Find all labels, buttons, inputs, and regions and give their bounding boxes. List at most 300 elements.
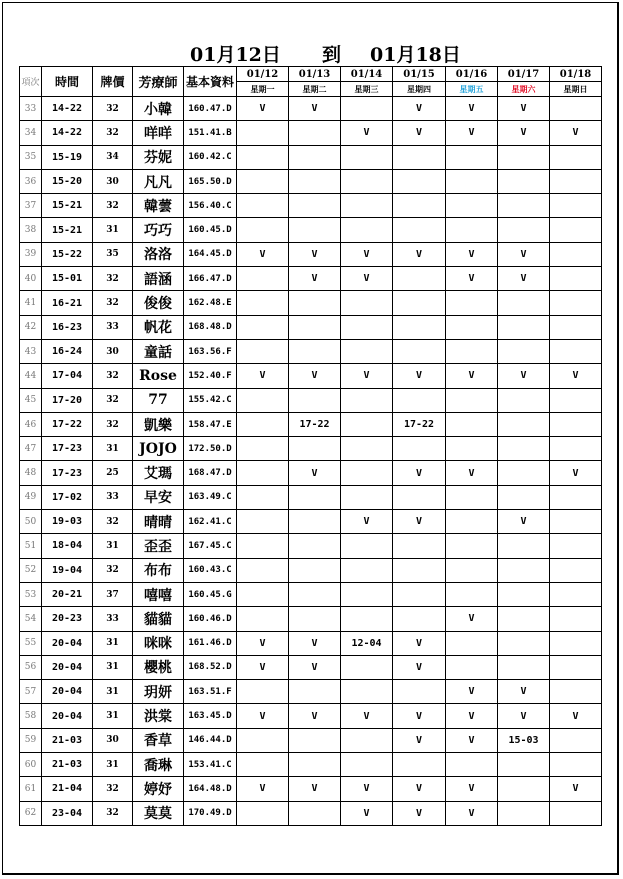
- row-therapist-name: 婷妤: [133, 777, 184, 801]
- row-time: 20-04: [42, 655, 93, 679]
- row-index: 40: [20, 267, 42, 291]
- row-basic-info: 163.51.F: [184, 680, 237, 704]
- row-rank: 32: [93, 510, 133, 534]
- day-cell: V: [289, 242, 341, 266]
- title-to: 到: [322, 44, 342, 66]
- table-row: [20, 315, 602, 339]
- row-basic-info: 164.45.D: [184, 242, 237, 266]
- table-row: [20, 631, 602, 655]
- day-cell: V: [393, 510, 446, 534]
- row-rank: 31: [93, 753, 133, 777]
- day-cell: [550, 412, 602, 436]
- row-basic-info: 146.44.D: [184, 728, 237, 752]
- day-cell: [550, 680, 602, 704]
- day-cell: 17-22: [289, 412, 341, 436]
- header-weekday: 星期四: [393, 82, 446, 97]
- day-cell: [550, 242, 602, 266]
- row-time: 16-23: [42, 315, 93, 339]
- day-cell: [550, 97, 602, 121]
- row-rank: 31: [93, 680, 133, 704]
- day-cell: V: [498, 680, 550, 704]
- row-index: 55: [20, 631, 42, 655]
- row-therapist-name: 凡凡: [133, 169, 184, 193]
- day-cell: [550, 291, 602, 315]
- row-time: 17-04: [42, 364, 93, 388]
- day-cell: V: [289, 97, 341, 121]
- row-index: 52: [20, 558, 42, 582]
- row-therapist-name: 香草: [133, 728, 184, 752]
- row-therapist-name: 77: [133, 388, 184, 412]
- day-cell: V: [289, 631, 341, 655]
- day-cell: [446, 631, 498, 655]
- header-weekday: 星期二: [289, 82, 341, 97]
- day-cell: [289, 145, 341, 169]
- row-index: 48: [20, 461, 42, 485]
- row-index: 42: [20, 315, 42, 339]
- row-index: 50: [20, 510, 42, 534]
- day-cell: V: [446, 364, 498, 388]
- table-row: [20, 437, 602, 461]
- header-therapist: 芳療師: [133, 67, 184, 97]
- day-cell: [289, 291, 341, 315]
- schedule-table: [19, 66, 602, 826]
- row-therapist-name: 喬琳: [133, 753, 184, 777]
- row-therapist-name: 莫莫: [133, 801, 184, 825]
- table-row: [20, 194, 602, 218]
- row-time: 20-04: [42, 704, 93, 728]
- day-cell: [341, 728, 393, 752]
- day-cell: V: [446, 607, 498, 631]
- row-therapist-name: 布布: [133, 558, 184, 582]
- day-cell: [393, 339, 446, 363]
- day-cell: [446, 218, 498, 242]
- row-basic-info: 160.45.D: [184, 218, 237, 242]
- day-cell: V: [341, 510, 393, 534]
- row-rank: 31: [93, 218, 133, 242]
- day-cell: [393, 291, 446, 315]
- row-therapist-name: 韓蕓: [133, 194, 184, 218]
- day-cell: [289, 510, 341, 534]
- table-row: [20, 169, 602, 193]
- day-cell: V: [289, 655, 341, 679]
- row-time: 19-04: [42, 558, 93, 582]
- row-basic-info: 162.41.C: [184, 510, 237, 534]
- table-row: [20, 777, 602, 801]
- row-basic-info: 164.48.D: [184, 777, 237, 801]
- row-time: 20-21: [42, 582, 93, 606]
- header-date: 01/13: [289, 67, 341, 82]
- schedule-title: [0, 40, 623, 66]
- day-cell: [289, 169, 341, 193]
- row-index: 37: [20, 194, 42, 218]
- day-cell: [446, 558, 498, 582]
- row-time: 19-03: [42, 510, 93, 534]
- header-weekday: 星期三: [341, 82, 393, 97]
- row-rank: 32: [93, 364, 133, 388]
- day-cell: [289, 728, 341, 752]
- row-therapist-name: 俊俊: [133, 291, 184, 315]
- day-cell: [498, 461, 550, 485]
- day-cell: 17-22: [393, 412, 446, 436]
- day-cell: [341, 534, 393, 558]
- day-cell: [289, 801, 341, 825]
- day-cell: [237, 121, 289, 145]
- header-rank: 牌價: [93, 67, 133, 97]
- day-cell: [341, 218, 393, 242]
- day-cell: [237, 582, 289, 606]
- row-basic-info: 163.45.D: [184, 704, 237, 728]
- day-cell: [393, 753, 446, 777]
- day-cell: [550, 315, 602, 339]
- row-index: 45: [20, 388, 42, 412]
- header-index: 項次: [20, 67, 42, 97]
- table-row: [20, 412, 602, 436]
- day-cell: [550, 510, 602, 534]
- header-weekday: 星期六: [498, 82, 550, 97]
- day-cell: V: [393, 801, 446, 825]
- day-cell: [289, 485, 341, 509]
- day-cell: [237, 801, 289, 825]
- row-index: 54: [20, 607, 42, 631]
- row-basic-info: 170.49.D: [184, 801, 237, 825]
- day-cell: [237, 485, 289, 509]
- day-cell: [237, 291, 289, 315]
- header-date: 01/16: [446, 67, 498, 82]
- title-start-date: 01月12日: [190, 44, 281, 66]
- day-cell: [393, 607, 446, 631]
- day-cell: V: [393, 97, 446, 121]
- day-cell: V: [446, 267, 498, 291]
- row-index: 33: [20, 97, 42, 121]
- table-row: [20, 655, 602, 679]
- row-time: 14-22: [42, 97, 93, 121]
- row-basic-info: 156.40.C: [184, 194, 237, 218]
- day-cell: [446, 753, 498, 777]
- day-cell: [393, 437, 446, 461]
- row-time: 15-01: [42, 267, 93, 291]
- day-cell: [446, 388, 498, 412]
- day-cell: [550, 582, 602, 606]
- day-cell: V: [550, 777, 602, 801]
- header-weekday: 星期五: [446, 82, 498, 97]
- table-row: [20, 242, 602, 266]
- row-time: 21-03: [42, 753, 93, 777]
- row-basic-info: 160.47.D: [184, 97, 237, 121]
- day-cell: V: [289, 461, 341, 485]
- day-cell: V: [446, 777, 498, 801]
- day-cell: [446, 437, 498, 461]
- day-cell: V: [237, 655, 289, 679]
- table-row: [20, 145, 602, 169]
- day-cell: 15-03: [498, 728, 550, 752]
- day-cell: [446, 315, 498, 339]
- day-cell: V: [393, 364, 446, 388]
- day-cell: [393, 218, 446, 242]
- day-cell: V: [289, 364, 341, 388]
- row-basic-info: 165.50.D: [184, 169, 237, 193]
- day-cell: [237, 534, 289, 558]
- day-cell: [237, 315, 289, 339]
- row-rank: 31: [93, 534, 133, 558]
- row-index: 60: [20, 753, 42, 777]
- row-basic-info: 155.42.C: [184, 388, 237, 412]
- row-time: 17-02: [42, 485, 93, 509]
- header-time: 時間: [42, 67, 93, 97]
- day-cell: [341, 315, 393, 339]
- table-row: [20, 753, 602, 777]
- row-time: 17-23: [42, 461, 93, 485]
- row-index: 49: [20, 485, 42, 509]
- row-time: 20-04: [42, 631, 93, 655]
- row-therapist-name: 小韓: [133, 97, 184, 121]
- day-cell: [498, 655, 550, 679]
- row-rank: 31: [93, 655, 133, 679]
- table-row: [20, 364, 602, 388]
- day-cell: [289, 582, 341, 606]
- day-cell: V: [446, 121, 498, 145]
- day-cell: [237, 607, 289, 631]
- day-cell: V: [393, 242, 446, 266]
- row-therapist-name: 帆花: [133, 315, 184, 339]
- row-therapist-name: 咩咩: [133, 121, 184, 145]
- row-index: 34: [20, 121, 42, 145]
- row-time: 16-24: [42, 339, 93, 363]
- day-cell: [289, 558, 341, 582]
- row-time: 15-20: [42, 169, 93, 193]
- day-cell: [237, 267, 289, 291]
- day-cell: [393, 534, 446, 558]
- day-cell: [446, 534, 498, 558]
- row-index: 62: [20, 801, 42, 825]
- day-cell: [341, 339, 393, 363]
- day-cell: V: [237, 704, 289, 728]
- table-row: [20, 680, 602, 704]
- day-cell: V: [341, 777, 393, 801]
- day-cell: V: [446, 242, 498, 266]
- row-time: 20-04: [42, 680, 93, 704]
- day-cell: [289, 121, 341, 145]
- day-cell: [341, 194, 393, 218]
- row-therapist-name: 艾瑪: [133, 461, 184, 485]
- schedule-body: [20, 97, 602, 826]
- row-therapist-name: 巧巧: [133, 218, 184, 242]
- day-cell: [446, 582, 498, 606]
- day-cell: [289, 607, 341, 631]
- day-cell: V: [393, 704, 446, 728]
- day-cell: V: [341, 364, 393, 388]
- row-index: 53: [20, 582, 42, 606]
- row-basic-info: 160.42.C: [184, 145, 237, 169]
- day-cell: [393, 169, 446, 193]
- day-cell: [393, 145, 446, 169]
- day-cell: [498, 412, 550, 436]
- row-index: 35: [20, 145, 42, 169]
- day-cell: [498, 388, 550, 412]
- day-cell: [289, 753, 341, 777]
- table-row: [20, 801, 602, 825]
- day-cell: [237, 339, 289, 363]
- day-cell: V: [393, 121, 446, 145]
- day-cell: [446, 194, 498, 218]
- row-time: 17-20: [42, 388, 93, 412]
- row-rank: 37: [93, 582, 133, 606]
- row-rank: 30: [93, 728, 133, 752]
- day-cell: V: [289, 704, 341, 728]
- row-basic-info: 151.41.B: [184, 121, 237, 145]
- row-therapist-name: 凱樂: [133, 412, 184, 436]
- row-therapist-name: JOJO: [133, 437, 184, 461]
- day-cell: V: [341, 121, 393, 145]
- day-cell: V: [237, 631, 289, 655]
- row-index: 41: [20, 291, 42, 315]
- row-therapist-name: 歪歪: [133, 534, 184, 558]
- table-row: [20, 534, 602, 558]
- day-cell: [446, 145, 498, 169]
- row-time: 14-22: [42, 121, 93, 145]
- row-basic-info: 163.49.C: [184, 485, 237, 509]
- day-cell: [237, 145, 289, 169]
- day-cell: V: [498, 97, 550, 121]
- day-cell: [341, 607, 393, 631]
- day-cell: [498, 169, 550, 193]
- day-cell: [498, 145, 550, 169]
- row-index: 38: [20, 218, 42, 242]
- row-basic-info: 161.46.D: [184, 631, 237, 655]
- day-cell: [498, 801, 550, 825]
- day-cell: V: [393, 777, 446, 801]
- day-cell: [498, 777, 550, 801]
- day-cell: [498, 558, 550, 582]
- day-cell: [289, 218, 341, 242]
- row-time: 20-23: [42, 607, 93, 631]
- row-basic-info: 168.47.D: [184, 461, 237, 485]
- day-cell: 12-04: [341, 631, 393, 655]
- row-basic-info: 158.47.E: [184, 412, 237, 436]
- day-cell: [237, 558, 289, 582]
- day-cell: V: [237, 364, 289, 388]
- row-index: 44: [20, 364, 42, 388]
- table-row: [20, 461, 602, 485]
- day-cell: V: [550, 461, 602, 485]
- day-cell: [341, 437, 393, 461]
- row-rank: 32: [93, 388, 133, 412]
- row-basic-info: 160.46.D: [184, 607, 237, 631]
- day-cell: [550, 485, 602, 509]
- row-time: 15-21: [42, 218, 93, 242]
- row-index: 43: [20, 339, 42, 363]
- row-basic-info: 167.45.C: [184, 534, 237, 558]
- day-cell: [550, 655, 602, 679]
- day-cell: [498, 291, 550, 315]
- day-cell: [550, 558, 602, 582]
- day-cell: V: [498, 267, 550, 291]
- day-cell: [498, 437, 550, 461]
- row-basic-info: 168.52.D: [184, 655, 237, 679]
- day-cell: [237, 461, 289, 485]
- day-cell: [550, 194, 602, 218]
- day-cell: [498, 753, 550, 777]
- row-basic-info: 162.48.E: [184, 291, 237, 315]
- day-cell: [498, 339, 550, 363]
- row-basic-info: 160.45.G: [184, 582, 237, 606]
- day-cell: [341, 680, 393, 704]
- day-cell: V: [446, 704, 498, 728]
- day-cell: [289, 437, 341, 461]
- day-cell: V: [446, 680, 498, 704]
- day-cell: [341, 169, 393, 193]
- header-date: 01/14: [341, 67, 393, 82]
- day-cell: [289, 315, 341, 339]
- day-cell: [550, 631, 602, 655]
- row-index: 39: [20, 242, 42, 266]
- day-cell: V: [393, 655, 446, 679]
- row-therapist-name: 咪咪: [133, 631, 184, 655]
- day-cell: [550, 534, 602, 558]
- row-rank: 33: [93, 607, 133, 631]
- row-therapist-name: 嘻嘻: [133, 582, 184, 606]
- day-cell: [237, 437, 289, 461]
- row-rank: 32: [93, 412, 133, 436]
- row-rank: 31: [93, 631, 133, 655]
- day-cell: [289, 388, 341, 412]
- day-cell: [237, 510, 289, 534]
- day-cell: [289, 680, 341, 704]
- day-cell: [237, 680, 289, 704]
- day-cell: V: [237, 97, 289, 121]
- day-cell: V: [341, 267, 393, 291]
- row-rank: 31: [93, 704, 133, 728]
- day-cell: [498, 194, 550, 218]
- day-cell: V: [498, 242, 550, 266]
- row-index: 56: [20, 655, 42, 679]
- day-cell: V: [446, 461, 498, 485]
- day-cell: V: [341, 704, 393, 728]
- table-row: [20, 267, 602, 291]
- row-therapist-name: 語涵: [133, 267, 184, 291]
- day-cell: [498, 534, 550, 558]
- row-therapist-name: 早安: [133, 485, 184, 509]
- day-cell: [237, 218, 289, 242]
- day-cell: [550, 267, 602, 291]
- day-cell: V: [550, 704, 602, 728]
- header-weekday: 星期一: [237, 82, 289, 97]
- day-cell: V: [446, 728, 498, 752]
- day-cell: [550, 437, 602, 461]
- row-time: 17-23: [42, 437, 93, 461]
- row-basic-info: 153.41.C: [184, 753, 237, 777]
- row-rank: 32: [93, 267, 133, 291]
- table-row: [20, 121, 602, 145]
- title-end-date: 01月18日: [370, 44, 461, 66]
- row-basic-info: 160.43.C: [184, 558, 237, 582]
- day-cell: V: [393, 461, 446, 485]
- table-row: [20, 218, 602, 242]
- day-cell: [498, 631, 550, 655]
- day-cell: V: [393, 631, 446, 655]
- day-cell: V: [289, 777, 341, 801]
- row-therapist-name: 貓貓: [133, 607, 184, 631]
- day-cell: [237, 194, 289, 218]
- row-index: 58: [20, 704, 42, 728]
- day-cell: [341, 558, 393, 582]
- day-cell: [550, 753, 602, 777]
- row-rank: 30: [93, 169, 133, 193]
- day-cell: [550, 388, 602, 412]
- day-cell: [237, 412, 289, 436]
- row-therapist-name: 櫻桃: [133, 655, 184, 679]
- row-index: 51: [20, 534, 42, 558]
- table-row: [20, 485, 602, 509]
